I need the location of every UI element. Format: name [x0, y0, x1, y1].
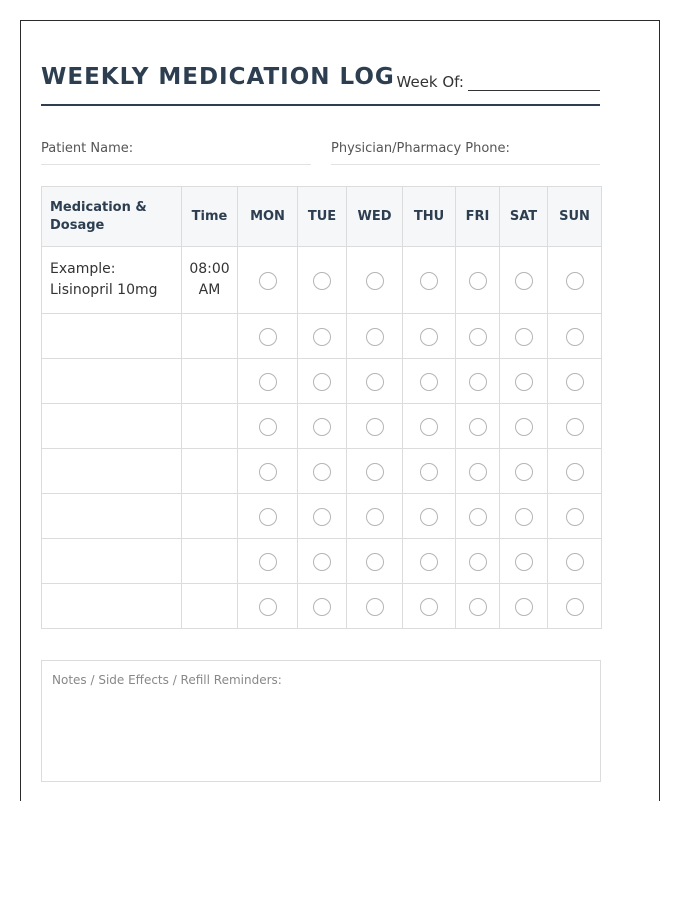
dose-checkbox[interactable]	[313, 328, 331, 346]
medication-cell[interactable]	[42, 539, 182, 584]
header-day: SAT	[500, 187, 548, 247]
dose-checkbox[interactable]	[515, 598, 533, 616]
dose-checkbox[interactable]	[366, 418, 384, 436]
example-time-period: AM	[198, 282, 221, 298]
day-cell	[548, 247, 602, 314]
example-time: 08:00	[189, 261, 230, 277]
day-cell	[238, 539, 298, 584]
day-cell	[403, 584, 456, 629]
day-cell	[403, 539, 456, 584]
page-title: WEEKLY MEDICATION LOG	[41, 64, 395, 90]
day-cell	[298, 247, 347, 314]
day-cell	[347, 247, 403, 314]
day-cell	[403, 449, 456, 494]
day-cell	[347, 494, 403, 539]
day-cell	[456, 584, 500, 629]
day-cell	[500, 494, 548, 539]
day-cell	[403, 404, 456, 449]
time-cell[interactable]	[182, 539, 238, 584]
dose-checkbox[interactable]	[566, 272, 584, 290]
day-cell	[548, 314, 602, 359]
dose-checkbox[interactable]	[313, 418, 331, 436]
dose-checkbox[interactable]	[420, 553, 438, 571]
example-label: Example:	[50, 261, 116, 277]
header-medication: Medication & Dosage	[42, 187, 182, 247]
day-cell	[548, 359, 602, 404]
time-cell[interactable]	[182, 404, 238, 449]
dose-checkbox[interactable]	[420, 272, 438, 290]
patient-name-label: Patient Name:	[41, 141, 134, 156]
table-row	[42, 449, 602, 494]
day-cell	[347, 539, 403, 584]
physician-phone-label: Physician/Pharmacy Phone:	[331, 141, 510, 156]
table-row-example	[42, 247, 602, 314]
day-cell	[238, 404, 298, 449]
day-cell	[238, 247, 298, 314]
day-cell	[238, 494, 298, 539]
dose-checkbox[interactable]	[313, 553, 331, 571]
day-cell	[456, 359, 500, 404]
table-row	[42, 584, 602, 629]
dose-checkbox[interactable]	[515, 272, 533, 290]
day-cell	[298, 449, 347, 494]
notes-label: Notes / Side Effects / Refill Reminders:	[52, 673, 282, 687]
day-cell	[403, 314, 456, 359]
day-cell	[347, 314, 403, 359]
dose-checkbox[interactable]	[313, 272, 331, 290]
day-cell	[500, 539, 548, 584]
dose-checkbox[interactable]	[515, 508, 533, 526]
day-cell	[298, 404, 347, 449]
table-row	[42, 404, 602, 449]
dose-checkbox[interactable]	[515, 373, 533, 391]
day-cell	[456, 314, 500, 359]
day-cell	[298, 314, 347, 359]
dose-checkbox[interactable]	[366, 463, 384, 481]
day-cell	[403, 359, 456, 404]
medication-cell[interactable]	[42, 404, 182, 449]
day-cell	[238, 314, 298, 359]
day-cell	[403, 247, 456, 314]
dose-checkbox[interactable]	[259, 463, 277, 481]
day-cell	[500, 449, 548, 494]
dose-checkbox[interactable]	[420, 373, 438, 391]
day-cell	[500, 314, 548, 359]
dose-checkbox[interactable]	[469, 272, 487, 290]
day-cell	[456, 247, 500, 314]
dose-checkbox[interactable]	[259, 272, 277, 290]
day-cell	[548, 449, 602, 494]
day-cell	[548, 539, 602, 584]
dose-checkbox[interactable]	[313, 373, 331, 391]
day-cell	[347, 404, 403, 449]
dose-checkbox[interactable]	[469, 418, 487, 436]
dose-checkbox[interactable]	[469, 463, 487, 481]
dose-checkbox[interactable]	[469, 508, 487, 526]
patient-name-field[interactable]	[41, 141, 311, 165]
table-row	[42, 539, 602, 584]
medication-cell[interactable]	[42, 494, 182, 539]
medication-cell[interactable]	[42, 584, 182, 629]
dose-checkbox[interactable]	[366, 553, 384, 571]
dose-checkbox[interactable]	[259, 508, 277, 526]
time-cell[interactable]	[182, 449, 238, 494]
notes-box[interactable]	[41, 660, 601, 782]
day-cell	[548, 404, 602, 449]
dose-checkbox[interactable]	[366, 328, 384, 346]
dose-checkbox[interactable]	[420, 463, 438, 481]
day-cell	[456, 449, 500, 494]
day-cell	[500, 359, 548, 404]
header-day: SUN	[548, 187, 602, 247]
day-cell	[500, 247, 548, 314]
dose-checkbox[interactable]	[566, 508, 584, 526]
time-cell[interactable]	[182, 314, 238, 359]
day-cell	[500, 404, 548, 449]
dose-checkbox[interactable]	[313, 508, 331, 526]
dose-checkbox[interactable]	[566, 463, 584, 481]
dose-checkbox[interactable]	[515, 418, 533, 436]
day-cell	[456, 404, 500, 449]
medication-cell[interactable]	[42, 359, 182, 404]
header	[41, 64, 600, 106]
dose-checkbox[interactable]	[259, 373, 277, 391]
header-day: THU	[403, 187, 456, 247]
time-cell[interactable]	[182, 494, 238, 539]
dose-checkbox[interactable]	[420, 598, 438, 616]
day-cell	[298, 359, 347, 404]
dose-checkbox[interactable]	[259, 598, 277, 616]
day-cell	[238, 359, 298, 404]
time-cell[interactable]	[182, 247, 238, 314]
header-day: TUE	[298, 187, 347, 247]
dose-checkbox[interactable]	[366, 508, 384, 526]
dose-checkbox[interactable]	[566, 598, 584, 616]
table-header-row	[42, 187, 602, 247]
dose-checkbox[interactable]	[366, 598, 384, 616]
day-cell	[347, 359, 403, 404]
dose-checkbox[interactable]	[515, 328, 533, 346]
day-cell	[548, 584, 602, 629]
medication-cell[interactable]	[42, 449, 182, 494]
header-day: MON	[238, 187, 298, 247]
header-time: Time	[182, 187, 238, 247]
medication-cell[interactable]	[42, 314, 182, 359]
dose-checkbox[interactable]	[259, 418, 277, 436]
day-cell	[500, 584, 548, 629]
dose-checkbox[interactable]	[420, 508, 438, 526]
day-cell	[238, 449, 298, 494]
dose-checkbox[interactable]	[420, 418, 438, 436]
dose-checkbox[interactable]	[366, 272, 384, 290]
day-cell	[347, 584, 403, 629]
day-cell	[298, 494, 347, 539]
table-row	[42, 494, 602, 539]
example-medication: Lisinopril 10mg	[50, 282, 158, 298]
day-cell	[403, 494, 456, 539]
dose-checkbox[interactable]	[566, 328, 584, 346]
dose-checkbox[interactable]	[515, 553, 533, 571]
day-cell	[298, 539, 347, 584]
week-of-label: Week Of:	[396, 73, 464, 91]
day-cell	[548, 494, 602, 539]
table-row	[42, 359, 602, 404]
dose-checkbox[interactable]	[469, 553, 487, 571]
dose-checkbox[interactable]	[313, 598, 331, 616]
medication-cell[interactable]	[42, 247, 182, 314]
dose-checkbox[interactable]	[469, 328, 487, 346]
day-cell	[238, 584, 298, 629]
dose-checkbox[interactable]	[366, 373, 384, 391]
dose-checkbox[interactable]	[566, 553, 584, 571]
dose-checkbox[interactable]	[259, 553, 277, 571]
physician-phone-field[interactable]	[331, 141, 600, 165]
dose-checkbox[interactable]	[566, 418, 584, 436]
dose-checkbox[interactable]	[515, 463, 533, 481]
day-cell	[298, 584, 347, 629]
time-cell[interactable]	[182, 359, 238, 404]
header-day: WED	[347, 187, 403, 247]
day-cell	[347, 449, 403, 494]
week-of-field[interactable]	[397, 73, 600, 91]
header-day: FRI	[456, 187, 500, 247]
dose-checkbox[interactable]	[566, 373, 584, 391]
dose-checkbox[interactable]	[420, 328, 438, 346]
table-row	[42, 314, 602, 359]
day-cell	[456, 494, 500, 539]
week-of-line[interactable]	[468, 76, 600, 91]
dose-checkbox[interactable]	[259, 328, 277, 346]
dose-checkbox[interactable]	[313, 463, 331, 481]
medication-table	[41, 186, 602, 629]
day-cell	[456, 539, 500, 584]
time-cell[interactable]	[182, 584, 238, 629]
dose-checkbox[interactable]	[469, 598, 487, 616]
dose-checkbox[interactable]	[469, 373, 487, 391]
